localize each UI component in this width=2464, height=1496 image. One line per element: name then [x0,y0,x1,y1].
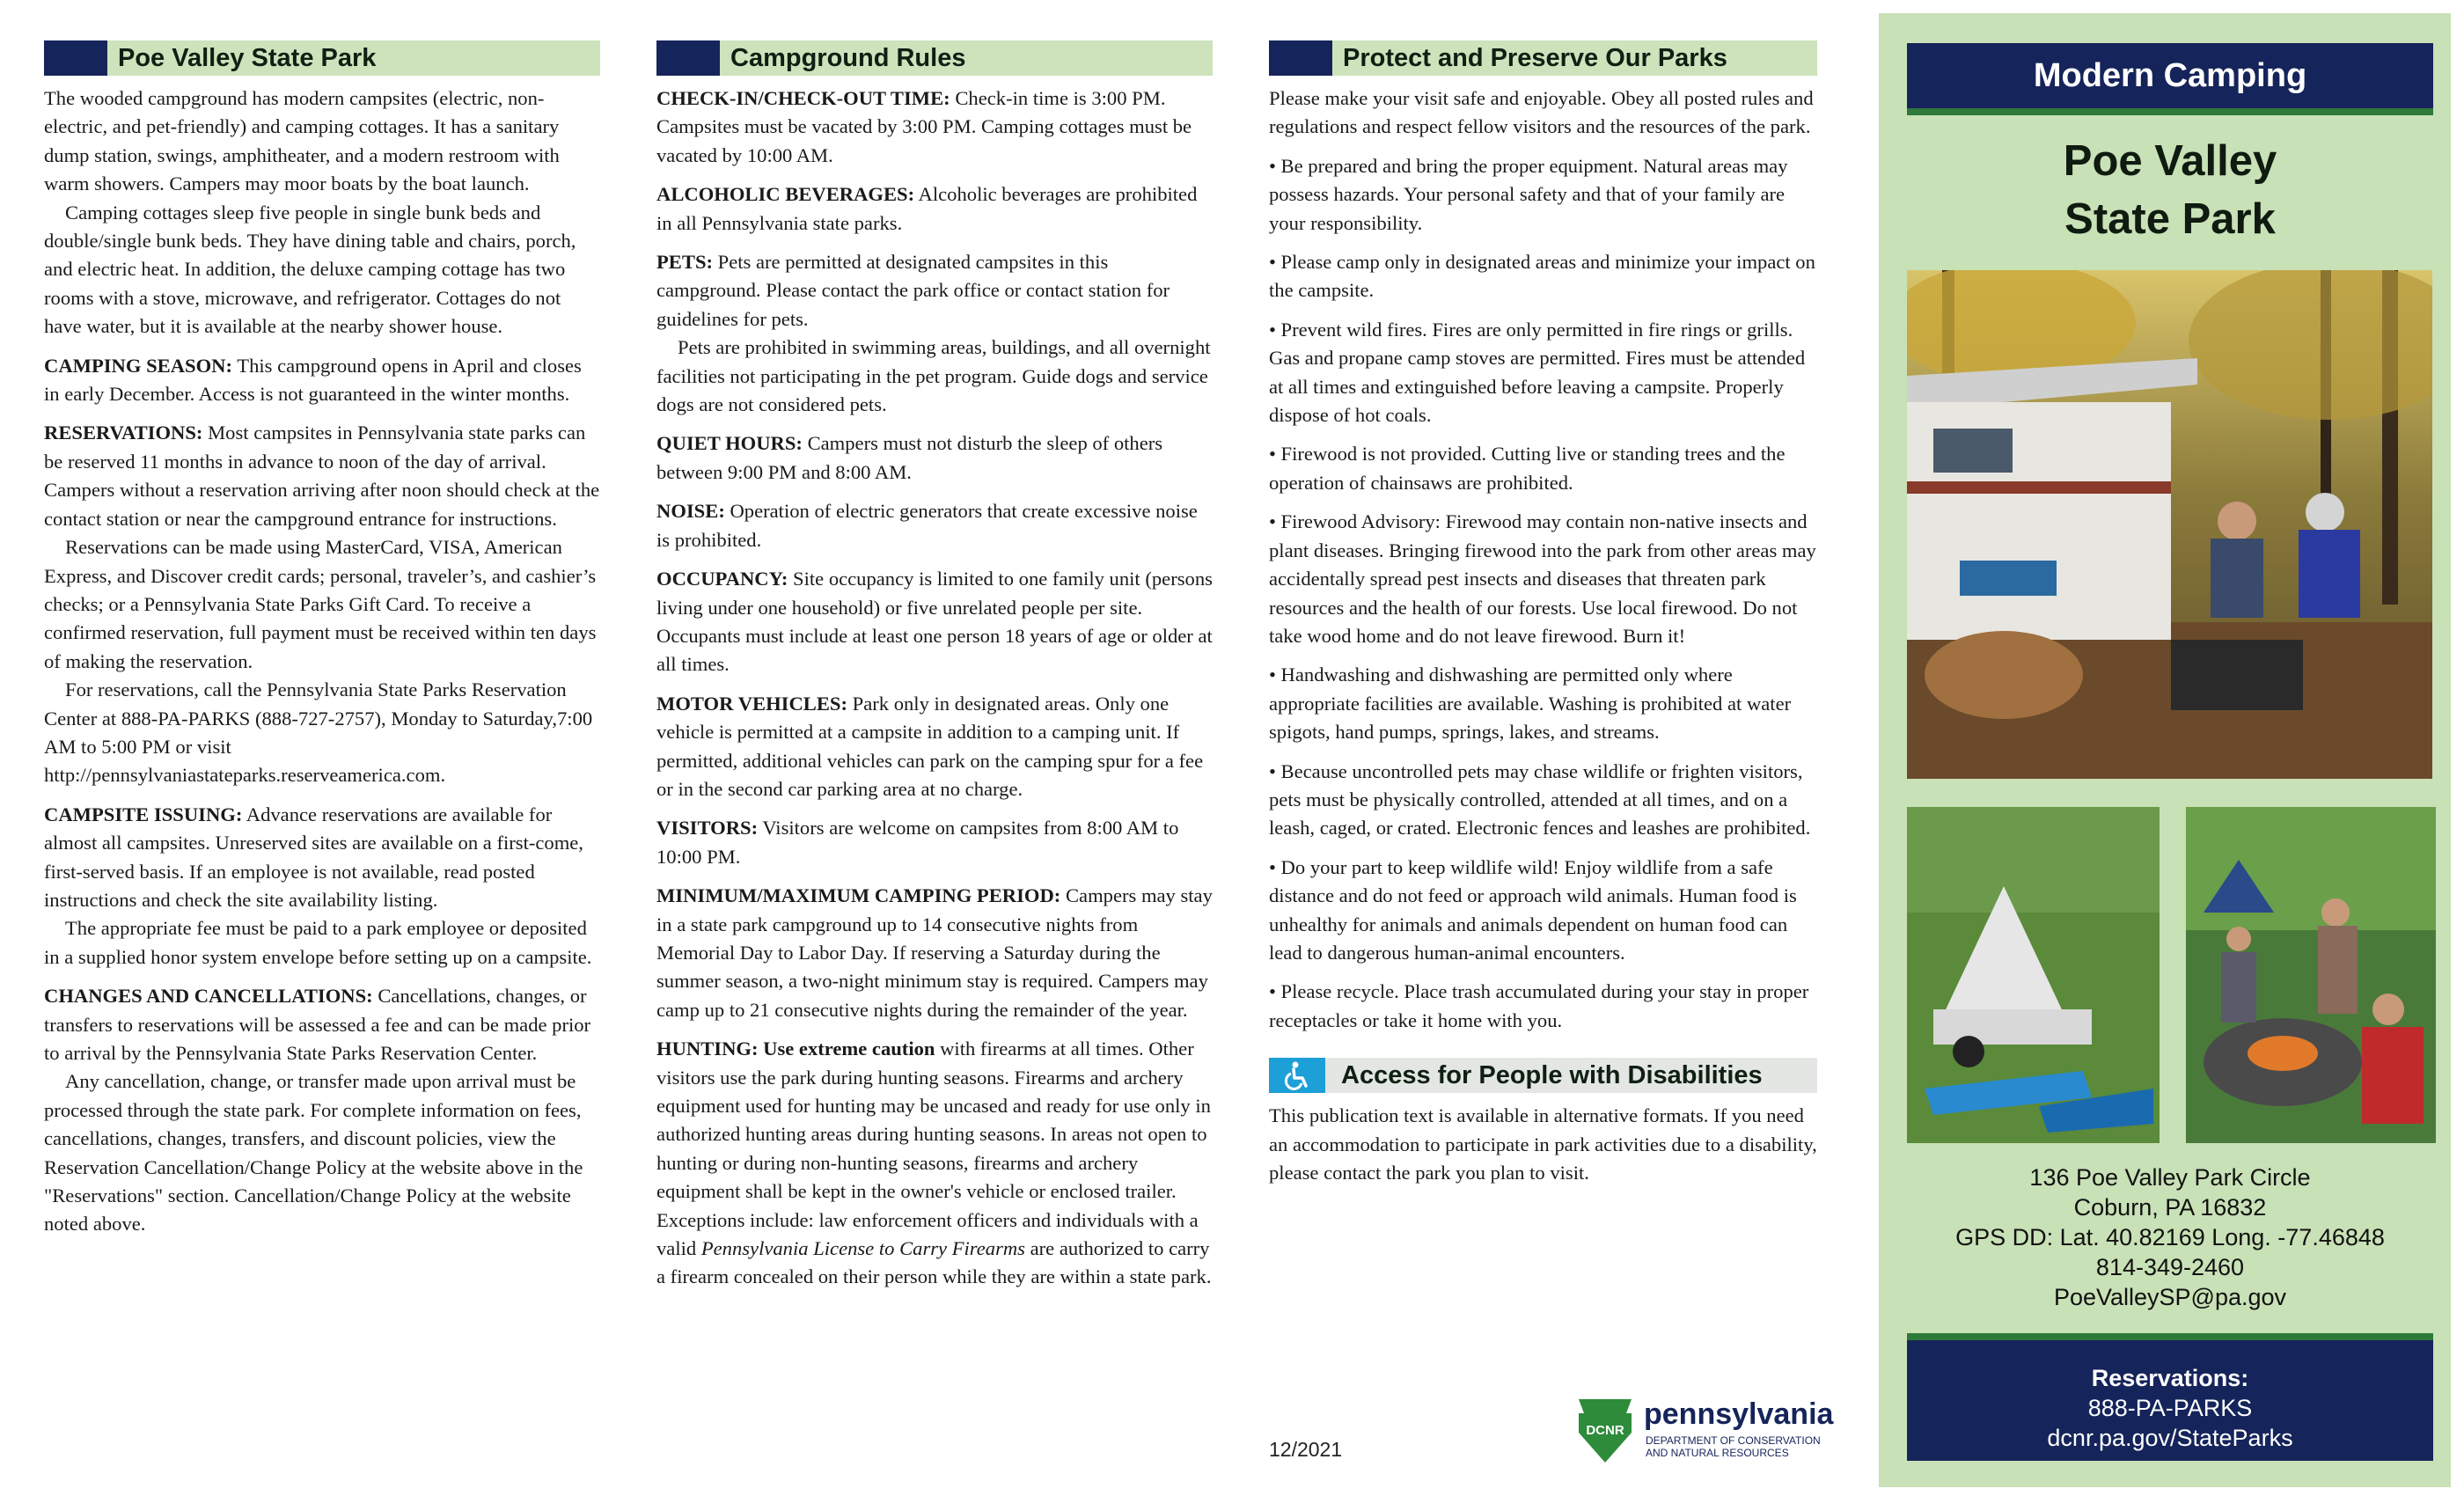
heading-block [1269,40,1332,76]
protect-text [1269,84,1817,1035]
park-phone: 814-349-2460 [2095,1254,2245,1280]
park-city: Coburn, PA 16832 [2073,1194,2267,1221]
park-contact-info [1907,1162,2433,1312]
logo-word: pennsylvania [1644,1397,1834,1431]
logo-subtitle: DEPARTMENT OF CONSERVATION AND NATURAL RESOURCES [1646,1434,1821,1459]
bullet-item: • Firewood Advisory: Firewood may contain non-native insects and plant diseases. Bringing firewood into the park from other areas may accidentally spread pest insects and diseases that threaten park resources and the health of our forests. Use local firewood. Do not take wood home and do not leave firewood. Burn it! [1269,510,1816,647]
camper-campfire-photo [1907,270,2432,779]
logo-emblem-text: DCNR [1586,1423,1624,1438]
reservations-phone: 888-PA-PARKS [2087,1395,2253,1421]
rule-noise: NOISE: Operation of electric generators that create excessive noise is prohibited. [656,500,1198,551]
rule-alcohol: ALCOHOLIC BEVERAGES: Alcoholic beverages are prohibited in all Pennsylvania state parks. [656,183,1198,234]
rule-motor: MOTOR VEHICLES: Park only in designated areas. Only one vehicle is permitted at a campsite in addition to a camping unit. If permitted, additional vehicles can park on the camping spur for a fee or in the second car parking area at no charge. [656,692,1204,800]
paragraph: The wooded campground has modern campsites (electric, non-electric, and pet-friendly) and camping cottages. It has a sanitary dump station, swings, amphitheater, and a modern restroom with warm showers. Campers may moor boats by the boat launch. [44,87,560,195]
paragraph: For reservations, call the Pennsylvania State Parks Reservation Center at 888-PA-PARKS (888-727-2757), Monday to Saturday,7:00 AM to 5:00 PM or visit http://pennsylvaniastateparks.reserveamerica.com. [44,678,593,787]
bullet-item: • Because uncontrolled pets may chase wildlife or frighten visitors, pets must be physically controlled, attended at all times, and on a leash, caged, or crated. Electronic fences and leashes are prohibited. [1269,759,1811,840]
section-heading-park [44,40,600,76]
bullet-item: • Please recycle. Place trash accumulated during your stay in proper receptacles or take it home with you. [1269,980,1809,1031]
bullet-item: • Handwashing and dishwashing are permitted only where appropriate facilities are available. Washing is prohibited at water spigots, hand pumps, springs, lakes, and streams. [1269,664,1792,744]
paragraph-reservations: RESERVATIONS: Most campsites in Pennsylvania state parks can be reserved 11 months in advance to noon of the day of arrival. Campers without a reservation arriving after noon should check at the contact station or near the campground entrance for instructions. [44,422,600,530]
bullet-item: • Be prepared and bring the proper equipment. Natural areas may possess hazards. Your personal safety and that of your family are your responsibility. [1269,154,1788,234]
heading-text: Protect and Preserve Our Parks [1332,40,1817,76]
bullet-item: • Prevent wild fires. Fires are only permitted in fire rings or grills. Gas and propane camp stoves are permitted. Fires must be attended at all times and extinguished before leaving a campsite. Properly dispose of hot coals. [1269,318,1806,427]
rules-text [656,84,1213,1292]
heading-block [656,40,720,76]
paragraph: Pets are prohibited in swimming areas, buildings, and all overnight facilities not participating in the pet program. Guide dogs and service dogs are not considered pets. [656,336,1211,416]
paragraph-intro: Please make your visit safe and enjoyable. Obey all posted rules and regulations and respect fellow visitors and the resources of the park. [1269,87,1814,138]
dcnr-logo [1573,1397,1834,1468]
column-protect-parks [1269,40,1817,1187]
park-title: Poe Valley State Park [2063,137,2277,243]
heading-text: Poe Valley State Park [107,40,600,76]
rule-visitors: VISITORS: Visitors are welcome on campsites from 8:00 AM to 10:00 PM. [656,817,1179,868]
paragraph-issuing: CAMPSITE ISSUING: Advance reservations are available for almost all campsites. Unreserved sites are available on a first-come, first-served basis. If an employee is not available, read posted instructions and check the site availability listing. [44,803,583,911]
wheelchair-icon [1269,1058,1325,1093]
camper-trailer-photo [1907,807,2160,1143]
heading-text: Access for People with Disabilities [1325,1058,1817,1093]
reservations-website: dcnr.pa.gov/StateParks [2047,1425,2293,1451]
rule-hunting: HUNTING: Use extreme caution with firearms at all times. Other visitors use the park during hunting seasons. Firearms and archery equipment used for hunting may be uncased and ready for use only in authorized hunting areas during hunting seasons. In areas not open to hunting or during non-hunting seasons, firearms and archery equipment shall be kept in the owner's vehicle or enclosed trailer. Exceptions include: law enforcement officers and individuals with a valid Pennsylvania License to Carry Firearms are authorized to carry a firearm concealed on their person while they are within a state park. [656,1038,1212,1288]
rule-pets: PETS: Pets are permitted at designated campsites in this campground. Please contact the park office or contact station for guidelines for pets. [656,251,1170,330]
paragraph: Reservations can be made using MasterCard, VISA, American Express, and Discover credit cards; personal, traveler’s, and cashier’s checks; or a Pennsylvania State Parks Gift Card. To receive a confirmed reservation, full payment must be received within ten days of making the reservation. [44,536,597,672]
park-email: PoeValleySP@pa.gov [2053,1284,2287,1310]
park-gps: GPS DD: Lat. 40.82169 Long. -77.46848 [1955,1224,2385,1250]
rule-checkin: CHECK-IN/CHECK-OUT TIME: Check-in time is 3:00 PM. Campsites must be vacated by 3:00 PM. Camping cottages must be vacated by 10:00 AM. [656,87,1192,166]
rule-quiet: QUIET HOURS: Campers must not disturb the sleep of others between 9:00 PM and 8:00 AM. [656,432,1163,483]
heading-text: Campground Rules [720,40,1213,76]
family-campfire-photo [2186,807,2436,1143]
park-info-text [44,84,600,1239]
bullet-item: • Do your part to keep wildlife wild! Enjoy wildlife from a safe distance and do not feed or approach wild animals. Human food is unhealthy for animals and animals dependent on human food can lead to dangerous human-animal encounters. [1269,855,1797,964]
park-address: 136 Poe Valley Park Circle [2029,1164,2311,1191]
heading-block [44,40,107,76]
access-text: This publication text is available in alternative formats. If you need an accommodation to participate in park activities due to a disability, please contact the park you plan to visit. [1269,1104,1817,1184]
publication-date: 12/2021 [1269,1438,1343,1461]
reservations-box [1907,1333,2433,1461]
bullet-item: • Please camp only in designated areas and minimize your impact on the campsite. [1269,251,1815,302]
column-campground-rules [656,40,1213,1292]
bullet-item: • Firewood is not provided. Cutting live or standing trees and the operation of chainsaws are prohibited. [1269,443,1786,494]
paragraph: The appropriate fee must be paid to a park employee or deposited in a supplied honor system envelope before setting up on a campsite. [44,917,592,968]
section-heading-rules [656,40,1213,76]
section-heading-access [1269,1058,1817,1093]
paragraph: Any cancellation, change, or transfer made upon arrival must be processed through the state park. For complete information on fees, cancellations, changes, transfers, and discount policies, view the Reservation Cancellation/Change Policy at the website above in the "Reservations" section. Cancellation/Change Policy at the website noted above. [44,1070,583,1236]
paragraph: Camping cottages sleep five people in single bunk beds and double/single bunk beds. They have dining table and chairs, porch, and electric heat. In addition, the deluxe camping cottage has two rooms with a stove, microwave, and refrigerator. Cottages do not have water, but it is available at the nearby shower house. [44,201,576,338]
cover-panel [1879,13,2451,1487]
rule-occupancy: OCCUPANCY: Site occupancy is limited to one family unit (persons living under one household) or five unrelated people per site. Occupants must include at least one person 18 years of age or older at all times. [656,568,1213,676]
keystone-icon [1573,1397,1637,1464]
paragraph-season: CAMPING SEASON: This campground opens in April and closes in early December. Access is not guaranteed in the winter months. [44,354,582,406]
cover-banner: Modern Camping [1907,43,2433,115]
paragraph-cancellations: CHANGES AND CANCELLATIONS: Cancellations, changes, or transfers to reservations will be assessed a fee and can be made prior to arrival by the Pennsylvania State Parks Reservation Center. [44,985,591,1064]
column-park-info [44,40,600,1239]
reservations-label: Reservations: [2091,1365,2249,1391]
rule-period: MINIMUM/MAXIMUM CAMPING PERIOD: Campers may stay in a state park campground up to 14 consecutive nights from Memorial Day to Labor Day. If reserving a Saturday during the summer season, a two-night minimum stay is required. Campers may camp up to 21 consecutive nights during the remainder of the year. [656,884,1213,1021]
section-heading-protect [1269,40,1817,76]
